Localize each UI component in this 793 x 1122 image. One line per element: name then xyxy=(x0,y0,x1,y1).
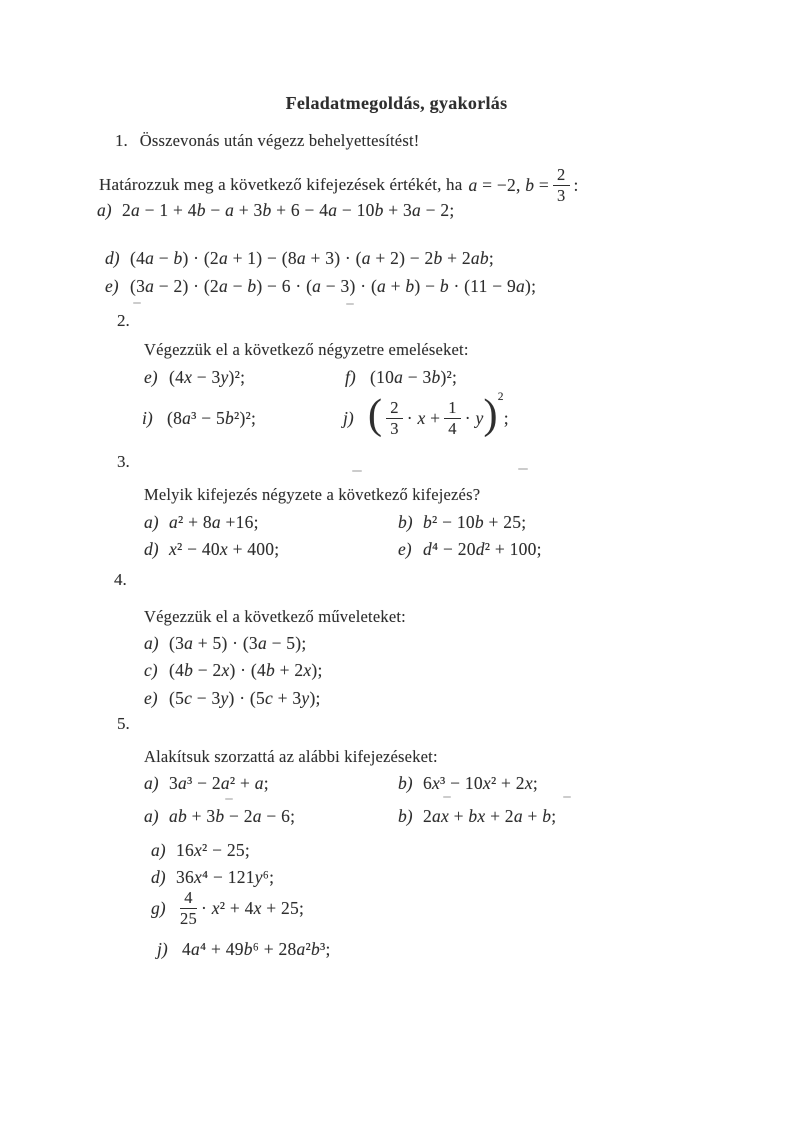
item-label-4c: c) xyxy=(144,660,158,680)
math-expression-1a: 2a − 1 + 4b − a + 3b + 6 − 4a − 10b + 3a − 2; xyxy=(122,200,455,220)
expression-2e xyxy=(144,367,245,388)
problem-2-prompt: Végezzük el a következő négyzetre emeléseket: xyxy=(144,340,469,359)
fraction-four-twentyfifths xyxy=(180,889,197,927)
math-expression-1d: (4a − b) · (2a + 1) − (8a + 3) · (a + 2) − 2b + 2ab; xyxy=(130,248,495,268)
expression-1a xyxy=(97,200,454,221)
expression-1e xyxy=(105,276,536,297)
item-label-5d: d) xyxy=(151,867,166,887)
math-expression-4a: (3a + 5) · (3a − 5); xyxy=(169,633,307,653)
expression-5a3 xyxy=(151,840,250,861)
fraction-numerator: 4 xyxy=(180,889,197,908)
problem-4-number: 4. xyxy=(114,570,127,589)
expression-3e xyxy=(398,539,542,560)
item-label-1d: d) xyxy=(105,248,120,268)
close-paren: ) xyxy=(483,392,498,439)
item-label-5b2: b) xyxy=(398,806,413,826)
item-label-5g: g) xyxy=(151,897,166,918)
math-expression-5a3: 16x² − 25; xyxy=(176,840,251,860)
item-label-5a3: a) xyxy=(151,840,166,860)
problem-4-heading xyxy=(114,570,127,590)
scan-artifact xyxy=(352,470,362,472)
item-label-5j: j) xyxy=(157,939,168,959)
math-expression-5d: 36x⁴ − 121y⁶; xyxy=(176,867,275,887)
expression-2i xyxy=(142,394,256,442)
item-label-2e: e) xyxy=(144,367,158,387)
expression-2f xyxy=(345,367,457,388)
problem-4-prompt: Végezzük el a következő műveleteket: xyxy=(144,607,406,626)
intro-substitution-values: a = −2, b = xyxy=(468,174,550,195)
fraction-b-value xyxy=(553,166,570,204)
scan-artifact xyxy=(133,302,141,304)
expression-2j xyxy=(343,390,509,446)
scan-artifact xyxy=(225,798,233,800)
item-label-3a: a) xyxy=(144,512,159,532)
expression-5b2 xyxy=(398,806,556,827)
scan-artifact xyxy=(518,468,528,470)
math-expression-5g: · x² + 4x + 25; xyxy=(201,897,305,918)
math-expression-2e: (4x − 3y)²; xyxy=(169,367,246,387)
expression-5a2 xyxy=(144,806,295,827)
expression-4a xyxy=(144,633,307,654)
item-label-2i: i) xyxy=(142,407,153,428)
expression-5b1 xyxy=(398,773,538,794)
item-label-1a: a) xyxy=(97,200,112,220)
math-expression-3d: x² − 40x + 400; xyxy=(169,539,280,559)
page-title: Feladatmegoldás, gyakorlás xyxy=(285,93,508,113)
expression-5a1 xyxy=(144,773,269,794)
fraction-numerator: 1 xyxy=(444,399,461,418)
math-mid-2: · y xyxy=(464,407,484,428)
math-expression-4e: (5c − 3y) · (5c + 3y); xyxy=(169,688,321,708)
math-expression-3b: b² − 10b + 25; xyxy=(423,512,527,532)
item-label-2j: j) xyxy=(343,407,354,428)
math-expression-5a1: 3a³ − 2a² + a; xyxy=(169,773,269,793)
scan-artifact xyxy=(346,303,354,305)
problem-2-prompt-line xyxy=(144,340,469,360)
item-label-4a: a) xyxy=(144,633,159,653)
fraction-two-thirds xyxy=(386,399,403,437)
problem-5-number: 5. xyxy=(117,714,130,733)
expression-5j xyxy=(157,939,331,960)
math-expression-1e: (3a − 2) · (2a − b) − 6 · (a − 3) · (a + b) − b · (11 − 9a); xyxy=(130,276,537,296)
intro-tail: : xyxy=(573,174,579,195)
fraction-numerator: 2 xyxy=(553,166,570,185)
item-label-3d: d) xyxy=(144,539,159,559)
problem-1-number: 1. xyxy=(115,131,128,150)
math-mid-1: · x + xyxy=(406,407,441,428)
math-expression-2i: (8a³ − 5b²)²; xyxy=(167,407,257,428)
problem-2-heading xyxy=(117,311,130,331)
expression-4c xyxy=(144,660,323,681)
expression-3a xyxy=(144,512,259,533)
item-label-1e: e) xyxy=(105,276,119,296)
expression-4e xyxy=(144,688,321,709)
problem-1-prompt: Összevonás után végezz behelyettesítést! xyxy=(139,131,420,150)
problem-3-prompt: Melyik kifejezés négyzete a következő kifejezés? xyxy=(144,485,481,504)
math-expression-3a: a² + 8a +16; xyxy=(169,512,259,532)
scan-artifact xyxy=(563,796,571,798)
scan-artifact xyxy=(443,796,451,798)
fraction-one-quarter xyxy=(444,399,461,437)
problem-5-prompt-line xyxy=(144,747,438,767)
math-expression-5j: 4a⁴ + 49b⁶ + 28a²b³; xyxy=(182,939,331,959)
math-expression-4c: (4b − 2x) · (4b + 2x); xyxy=(169,660,323,680)
problem-1-heading xyxy=(115,131,419,151)
item-label-3e: e) xyxy=(398,539,412,559)
item-label-2f: f) xyxy=(345,367,356,387)
expression-3d xyxy=(144,539,279,560)
item-label-5a1: a) xyxy=(144,773,159,793)
expression-1d xyxy=(105,248,494,269)
problem-5-heading xyxy=(117,714,130,734)
problem-3-heading xyxy=(117,452,130,472)
problem-4-prompt-line xyxy=(144,607,406,627)
expression-3b xyxy=(398,512,526,533)
item-label-3b: b) xyxy=(398,512,413,532)
math-expression-3e: d⁴ − 20d² + 100; xyxy=(423,539,542,559)
math-expression-2f: (10a − 3b)²; xyxy=(370,367,458,387)
fraction-denominator: 3 xyxy=(557,185,566,205)
fraction-numerator: 2 xyxy=(386,399,403,418)
intro-text: Határozzuk meg a következő kifejezések értékét, ha xyxy=(99,175,463,194)
problem-2-number: 2. xyxy=(117,311,130,330)
problem-3-prompt-line xyxy=(144,485,480,505)
math-expression-5b1: 6x³ − 10x² + 2x; xyxy=(423,773,538,793)
semicolon: ; xyxy=(503,407,509,428)
exponent: 2 xyxy=(497,391,504,403)
math-expression-5b2: 2ax + bx + 2a + b; xyxy=(423,806,557,826)
item-label-5a2: a) xyxy=(144,806,159,826)
fraction-denominator: 25 xyxy=(180,908,197,928)
problem-5-prompt: Alakítsuk szorzattá az alábbi kifejezéseket: xyxy=(144,747,438,766)
open-paren: ( xyxy=(368,392,383,439)
item-label-4e: e) xyxy=(144,688,158,708)
problem-3-number: 3. xyxy=(117,452,130,471)
item-label-5b1: b) xyxy=(398,773,413,793)
math-expression-5a2: ab + 3b − 2a − 6; xyxy=(169,806,296,826)
expression-5g xyxy=(151,884,304,932)
fraction-denominator: 3 xyxy=(390,418,399,438)
fraction-denominator: 4 xyxy=(448,418,457,438)
